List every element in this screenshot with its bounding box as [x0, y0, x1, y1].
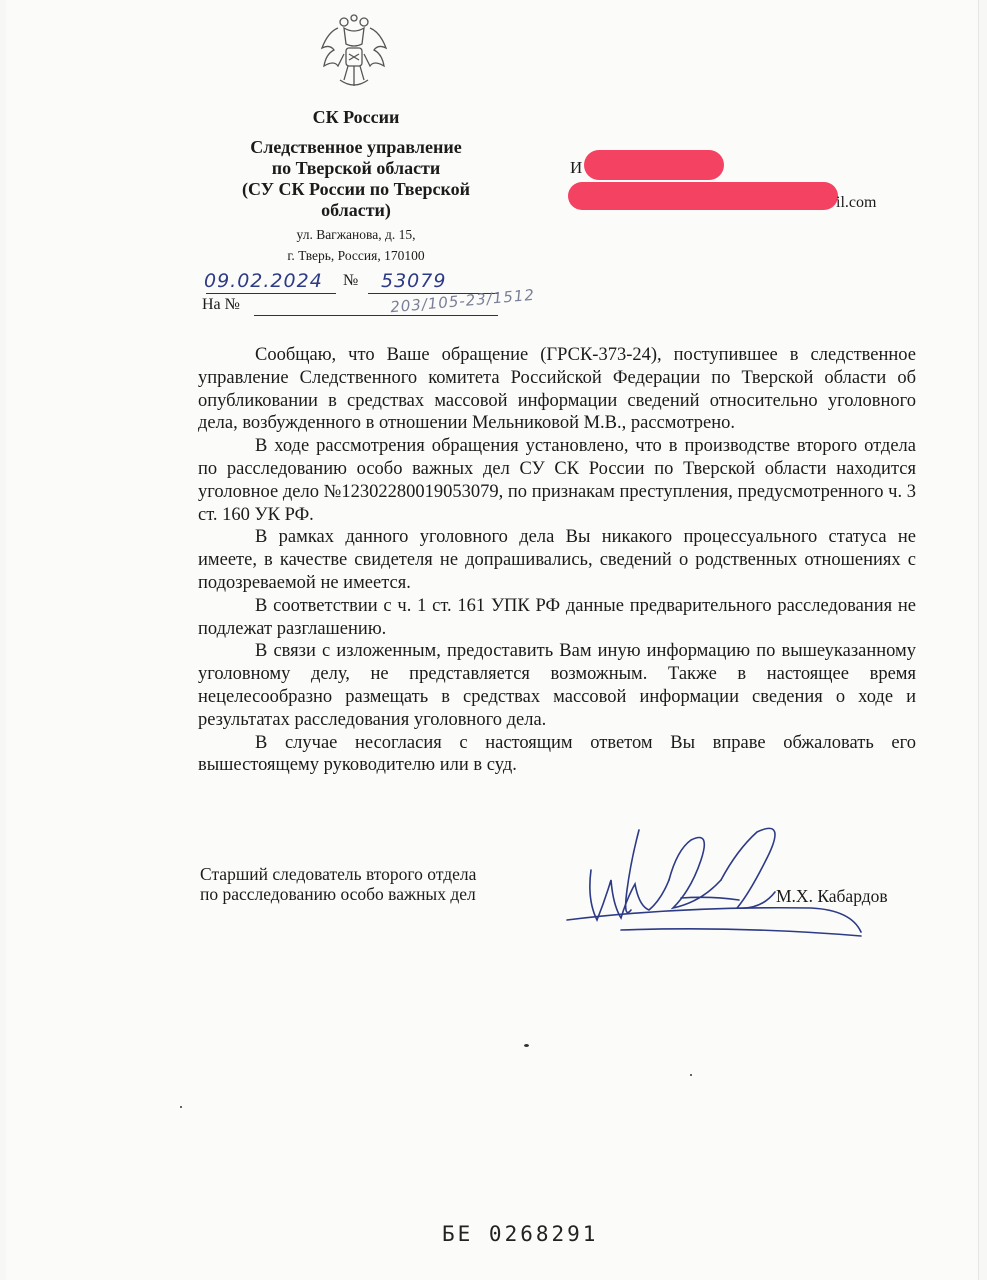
address-line: ул. Вагжанова, д. 15,: [296, 227, 416, 242]
reference-number: 203/105-23/1512: [389, 285, 536, 317]
department-line: Следственное управление: [250, 137, 462, 157]
sender-address: [226, 224, 486, 266]
document-date: 09.02.2024: [204, 270, 323, 292]
number-sign: №: [343, 272, 359, 289]
body-paragraph: В случае несогласия с настоящим ответом Вы вправе обжаловать его вышестоящему руководителю или в суд.: [198, 732, 916, 776]
reference-underline: [254, 315, 498, 316]
organization-name: СК России: [312, 107, 400, 127]
signer-position: [200, 864, 476, 904]
department-name: [206, 137, 506, 221]
reference-label: На №: [202, 296, 240, 313]
body-paragraph: В связи с изложенным, предоставить Вам иную информацию по вышеуказанному уголовному делу, не представляется возможным. Также в настоящее время нецелесообразно размещать в средствах массовой информации сведения о ходе и результатах расследования уголовного дела.: [198, 641, 916, 730]
body-paragraph: В ходе рассмотрения обращения установлено, что в производстве второго отдела по расследованию особо важных дел СУ СК России по Тверской области находится уголовное дело №12302280019053079, по признакам преступления, предусмотренного ч. 3 ст. 160 УК РФ.: [198, 436, 916, 525]
redaction-mark: [584, 150, 724, 180]
department-line: (СУ СК России по Тверской: [242, 179, 470, 199]
body-paragraph: Сообщаю, что Ваше обращение (ГРСК-373-24), поступившее в следственное управление Следственного комитета Российской Федерации по Тверской области об опубликовании в средствах массовой информации сведений относительно уголовного дела, возбужденного в отношении Мельниковой М.В., рассмотрено.: [198, 345, 916, 434]
recipient-email-fragment: il.com: [836, 194, 877, 211]
department-line: области): [321, 200, 391, 220]
address-line: г. Тверь, Россия, 170100: [287, 248, 425, 263]
department-line: по Тверской области: [271, 158, 441, 178]
signer-name: М.Х. Кабардов: [776, 886, 888, 906]
coat-of-arms-emblem: [318, 14, 390, 94]
document-number: 53079: [381, 270, 447, 292]
paper-speck: [690, 1074, 692, 1076]
position-line: по расследованию особо важных дел: [200, 884, 476, 904]
position-line: Старший следователь второго отдела: [200, 864, 477, 884]
letter-body: [198, 344, 916, 777]
redaction-mark: [568, 182, 838, 210]
handwritten-signature: [561, 810, 871, 945]
paper-speck: [524, 1044, 529, 1047]
paper-speck: [180, 1106, 182, 1108]
recipient-initial: И: [570, 158, 583, 177]
body-paragraph: В соответствии с ч. 1 ст. 161 УПК РФ данные предварительного расследования не подлежат разглашению.: [198, 595, 916, 639]
date-underline: [206, 293, 336, 294]
document-page: [6, 0, 979, 1280]
recipient-block: [566, 150, 906, 220]
body-paragraph: В рамках данного уголовного дела Вы никакого процессуального статуса не имеете, в качестве свидетеля не допрашивались, сведений о родственных отношениях с подозреваемой не имеется.: [198, 527, 916, 593]
form-serial-number: БЕ 0268291: [442, 1222, 599, 1246]
